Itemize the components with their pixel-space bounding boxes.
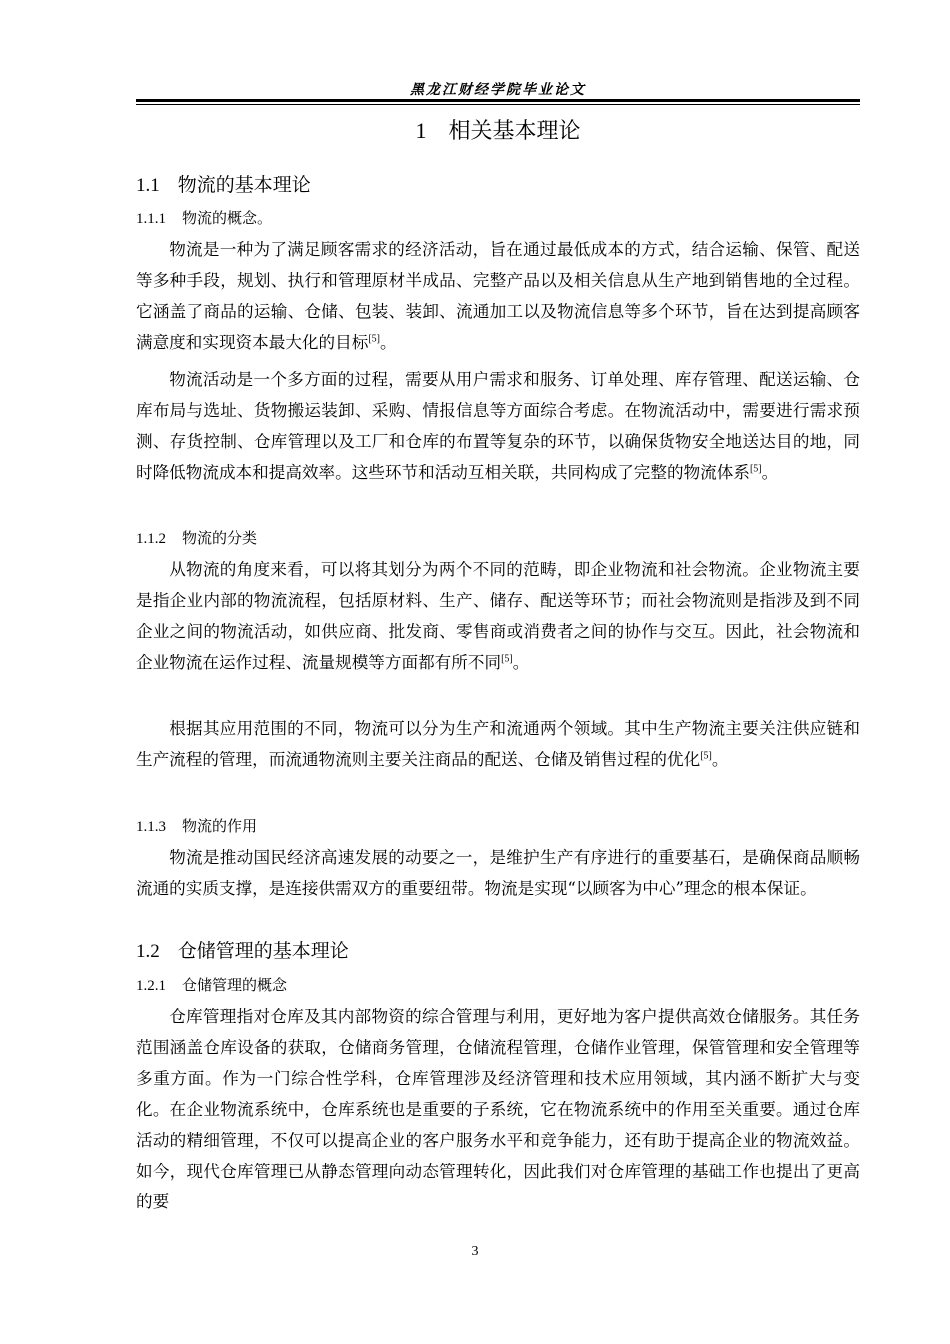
paragraph-logistics-fields	[136, 714, 860, 776]
page-number: 3	[471, 1244, 479, 1259]
paragraph-logistics-concept	[136, 235, 860, 359]
subsection-number: 1.2.1	[136, 978, 166, 994]
paragraph-logistics-role	[136, 843, 860, 905]
subsection-title: 物流的分类	[182, 529, 258, 547]
section-title: 仓储管理的基本理论	[177, 940, 349, 962]
citation: [5]	[749, 463, 762, 475]
subsection-number: 1.1.2	[136, 531, 166, 547]
chapter-title-text: 相关基本理论	[448, 119, 581, 144]
paragraph-text: 物流是一种为了满足顾客需求的经济活动，旨在通过最低成本的方式，结合运输、保管、配送等多种手段，规划、执行和管理原材半成品、完整产品以及相关信息从生产地到销售地的全过程。它涵盖了商品的运输、仓储、包装、装卸、流通加工以及物流信息等多个环节，旨在达到提高顾客满意度和实现资本最大化的目标	[136, 240, 860, 352]
subsection-heading-1-1-2	[136, 527, 257, 548]
section-number: 1.1	[136, 175, 160, 196]
paragraph-end: 。	[711, 749, 729, 769]
paragraph-text: 物流是推动国民经济高速发展的动要之一，是维护生产有序进行的重要基石，是确保商品顺畅流通的实质支撑，是连接供需双方的重要纽带。物流是实现“以顾客为中心”理念的根本保证。	[136, 848, 860, 898]
chapter-number: 1	[415, 118, 427, 143]
header-rule-thick	[136, 99, 860, 102]
section-number: 1.2	[136, 941, 160, 962]
citation: [5]	[368, 333, 380, 345]
header-rule-thin	[136, 104, 860, 105]
subsection-number: 1.1.3	[136, 819, 166, 835]
paragraph-text: 从物流的角度来看，可以将其划分为两个不同的范畴，即企业物流和社会物流。企业物流主要是指企业内部的物流流程，包括原材料、生产、储存、配送等环节；而社会物流则是指涉及到不同企业之间的物流活动，如供应商、批发商、零售商或消费者之间的协作与交互。因此，社会物流和企业物流在运作过程、流量规模等方面都有所不同	[136, 560, 860, 672]
section-title: 物流的基本理论	[177, 174, 311, 196]
subsection-heading-1-2-1	[136, 974, 287, 995]
subsection-heading-1-1-1	[136, 207, 272, 228]
chapter-title	[136, 114, 860, 145]
paragraph-text: 仓库管理指对仓库及其内部物资的综合管理与利用，更好地为客户提供高效仓储服务。其任务范围涵盖仓库设备的获取，仓储商务管理，仓储流程管理，仓储作业管理，保管管理和安全管理等多重方面。作为一门综合性学科，仓库管理涉及经济管理和技术应用领域，其内涵不断扩大与变化。在企业物流系统中，仓库系统也是重要的子系统，它在物流系统中的作用至关重要。通过仓库活动的精细管理，不仅可以提高企业的客户服务水平和竞争能力，还有助于提高企业的物流效益。如今，现代仓库管理已从静态管理向动态管理转化，因此我们对仓库管理的基础工作也提出了更高的要	[136, 1007, 860, 1212]
paragraph-text: 根据其应用范围的不同，物流可以分为生产和流通两个领域。其中生产物流主要关注供应链和生产流程的管理，而流通物流则主要关注商品的配送、仓储及销售过程的优化	[136, 719, 860, 769]
paragraph-end: 。	[379, 332, 397, 352]
paragraph-logistics-activity	[136, 365, 860, 489]
citation: [5]	[501, 653, 513, 665]
subsection-number: 1.1.1	[136, 211, 166, 227]
citation: [5]	[700, 750, 712, 762]
subsection-title: 物流的作用	[182, 817, 258, 835]
subsection-title: 物流的概念。	[182, 209, 273, 227]
section-heading-1-1	[136, 170, 311, 197]
paragraph-end: 。	[761, 462, 779, 482]
section-heading-1-2	[136, 936, 349, 963]
paragraph-end: 。	[512, 652, 530, 672]
paragraph-warehouse-concept	[136, 1002, 860, 1218]
paragraph-text: 物流活动是一个多方面的过程，需要从用户需求和服务、订单处理、库存管理、配送运输、仓库布局与选址、货物搬运装卸、采购、情报信息等方面综合考虑。在物流活动中，需要进行需求预测、存货控制、仓库管理以及工厂和仓库的布置等复杂的环节，以确保货物安全地送达目的地，同时降低物流成本和提高效率。这些环节和活动互相关联，共同构成了完整的物流体系	[136, 370, 860, 482]
running-header: 黑龙江财经学院毕业论文	[410, 82, 586, 98]
subsection-title: 仓储管理的概念	[182, 976, 288, 994]
subsection-heading-1-1-3	[136, 815, 257, 836]
paragraph-logistics-classification	[136, 555, 860, 679]
